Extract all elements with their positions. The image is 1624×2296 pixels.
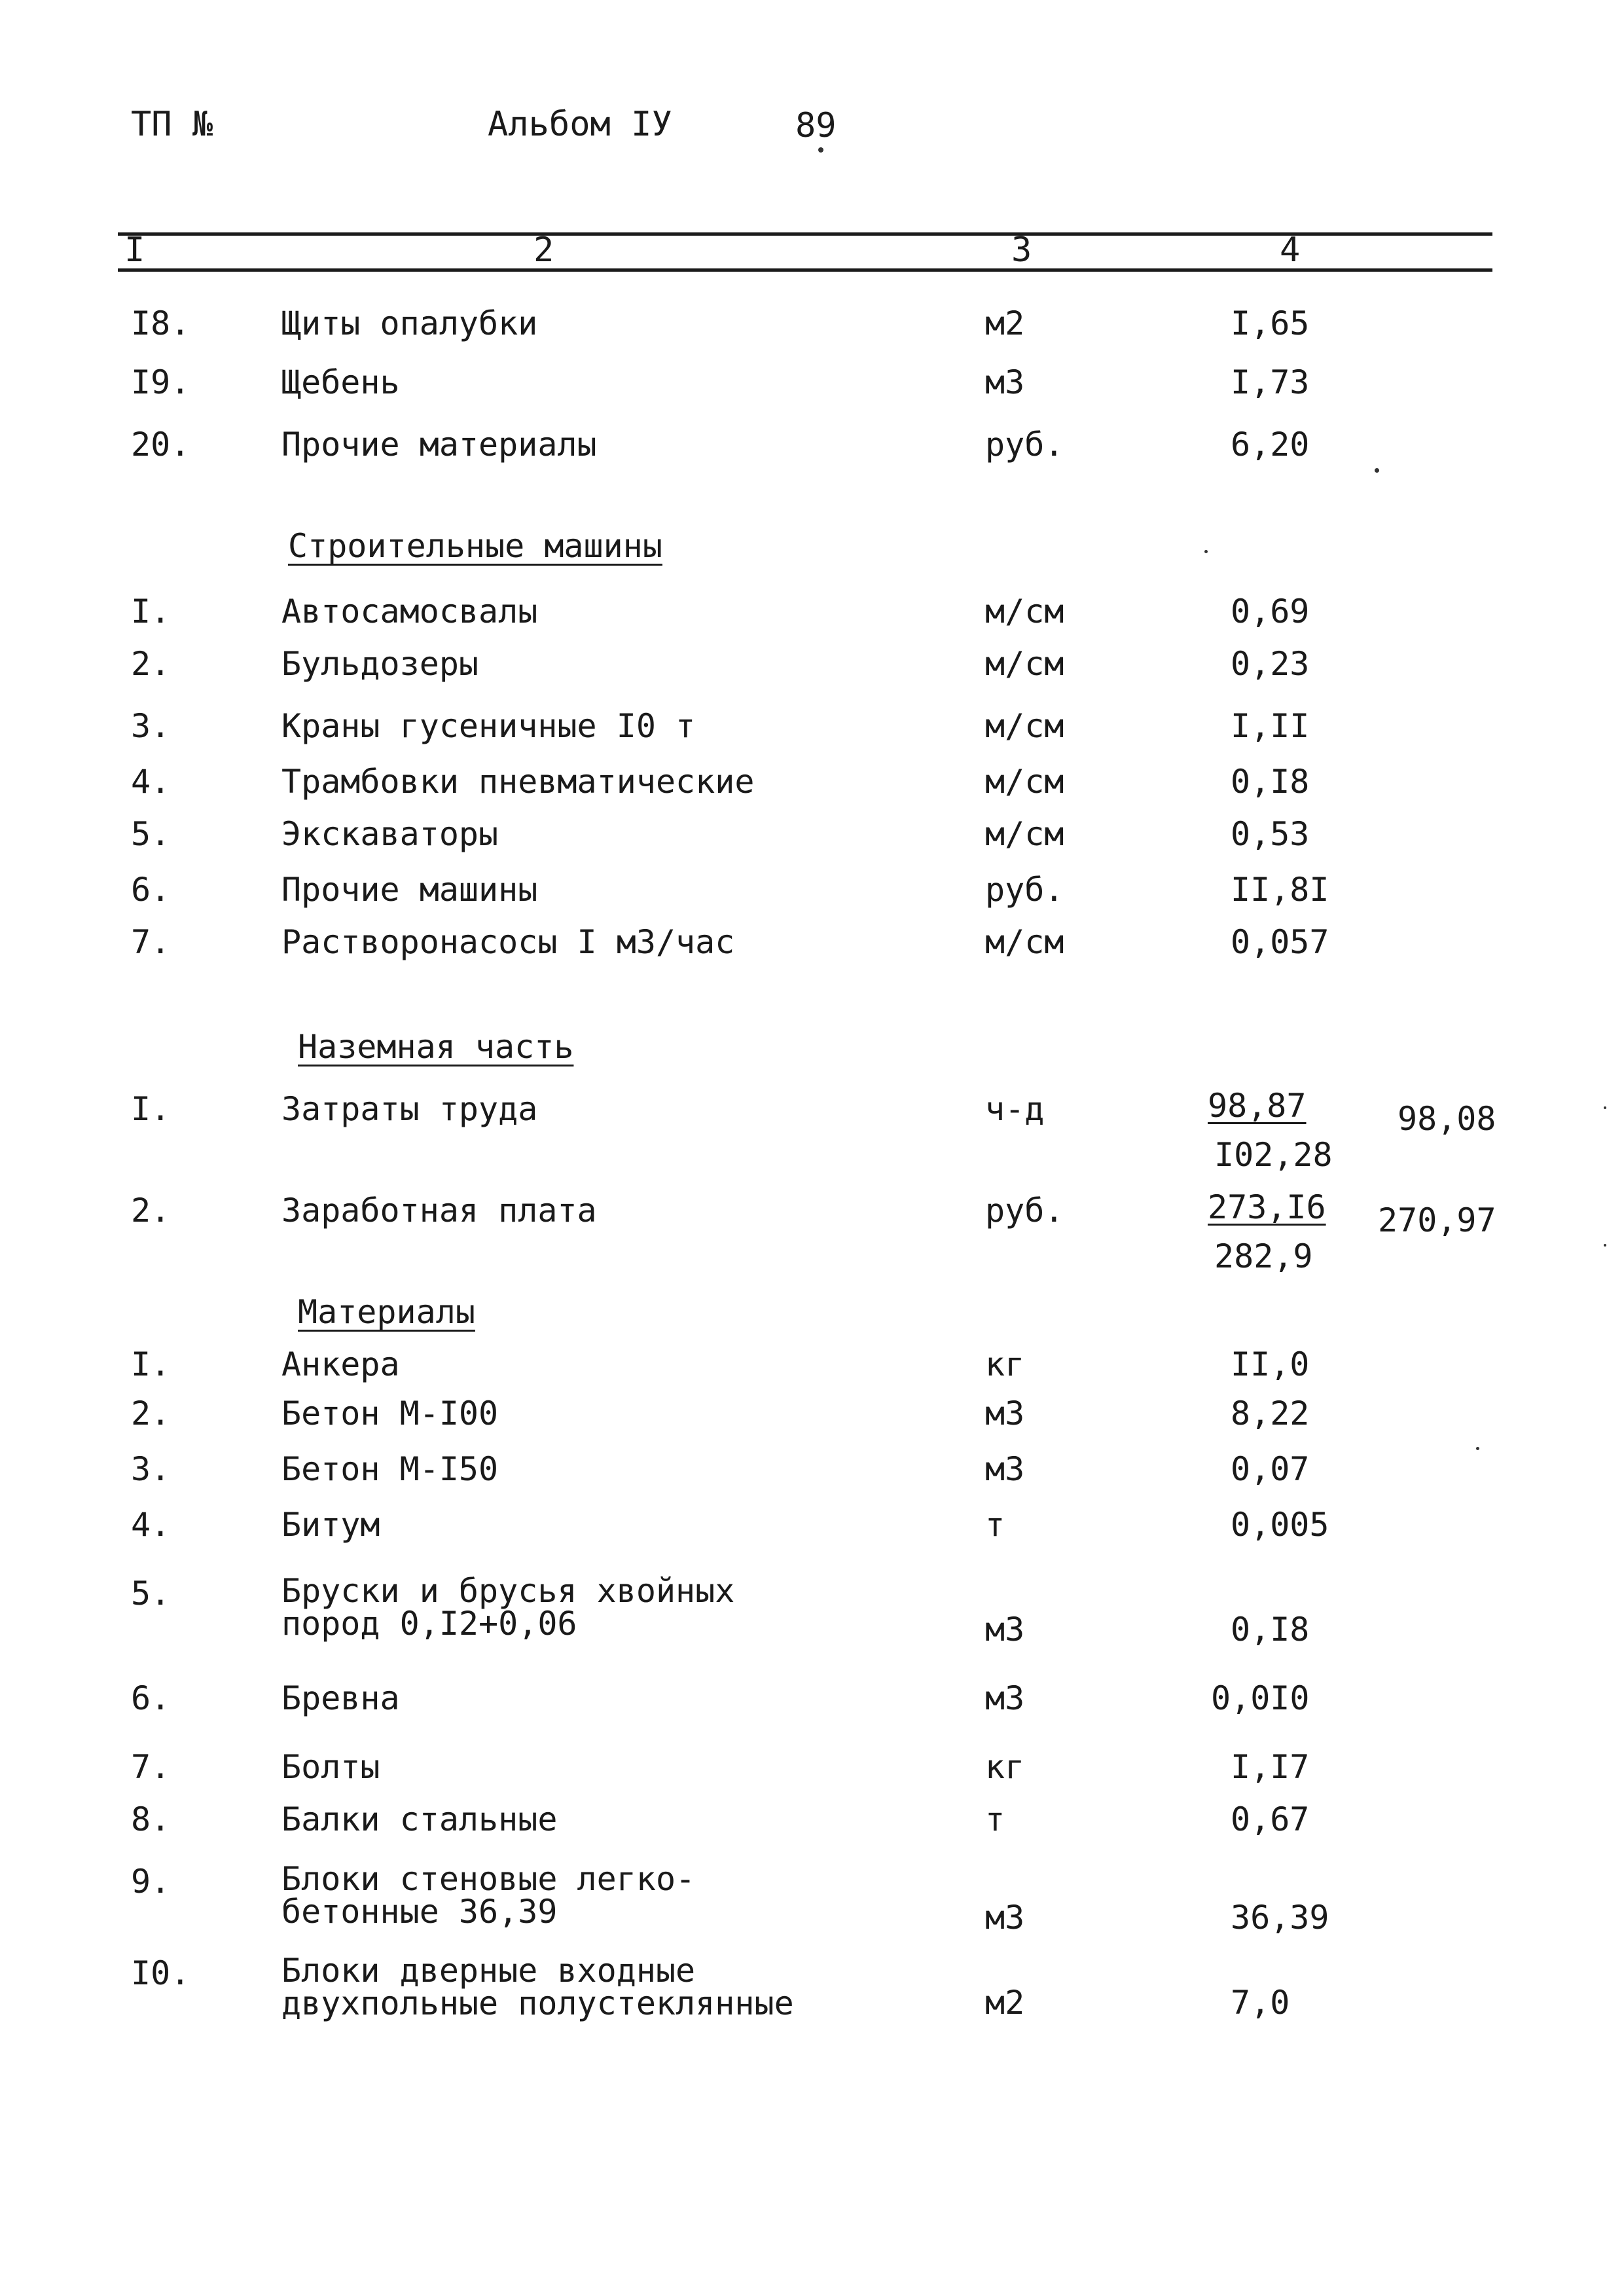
section-title-materials: Материалы	[298, 1293, 475, 1331]
row-unit: т	[985, 1800, 1005, 1838]
table-row	[0, 763, 1624, 802]
row-value: I,73	[1231, 363, 1310, 401]
row-unit: м/см	[985, 645, 1064, 683]
row-unit: руб.	[985, 426, 1064, 464]
row-name: Балки стальные	[281, 1800, 558, 1838]
row-value: 0,0I0	[1211, 1679, 1310, 1717]
row-name: Автосамосвалы	[281, 592, 538, 630]
row-unit: м/см	[985, 707, 1064, 745]
row-value: II,8I	[1231, 871, 1329, 909]
row-value: 0,23	[1231, 645, 1310, 683]
table-row	[0, 815, 1624, 854]
table-row	[0, 645, 1624, 684]
row-name-continued: двухпольные полустеклянные	[281, 1984, 794, 2022]
row-number: 7.	[131, 923, 171, 961]
row-name: Болты	[281, 1748, 380, 1786]
table-row	[0, 1572, 1624, 1653]
scan-speck	[818, 147, 823, 153]
page-number: 89	[795, 106, 837, 145]
row-unit: кг	[985, 1345, 1025, 1383]
row-value: 0,057	[1231, 923, 1329, 961]
labor-value-bottom: I02,28	[1214, 1136, 1333, 1174]
table-row	[0, 707, 1624, 746]
row-number: I.	[131, 592, 171, 630]
table-row	[0, 1394, 1624, 1434]
row-value: 0,53	[1231, 815, 1310, 853]
row-value: 0,69	[1231, 592, 1310, 630]
row-value: I,I7	[1231, 1748, 1310, 1786]
row-name-continued: бетонные 36,39	[281, 1893, 558, 1931]
row-unit: м3	[985, 363, 1025, 401]
row-value: 7,0	[1231, 1984, 1290, 2022]
row-name: Блоки стеновые легко-	[281, 1860, 696, 1898]
row-name: Затраты труда	[281, 1090, 538, 1128]
row-name: Щебень	[281, 363, 400, 401]
row-name: Щиты опалубки	[281, 304, 538, 342]
row-number: 4.	[131, 763, 171, 801]
row-value: 8,22	[1231, 1394, 1310, 1432]
row-number: 5.	[131, 1575, 171, 1613]
column-header-1: I	[124, 230, 145, 270]
row-name: Растворонасосы I м3/час	[281, 923, 735, 961]
row-unit: т	[985, 1506, 1005, 1544]
doc-code: ТП №	[131, 105, 213, 144]
row-number: 2.	[131, 645, 171, 683]
row-number: 20.	[131, 426, 190, 464]
row-name: Бревна	[281, 1679, 400, 1717]
row-number: 2.	[131, 1394, 171, 1432]
row-number: I9.	[131, 363, 190, 401]
row-unit: руб.	[985, 1192, 1064, 1230]
row-unit: м3	[985, 1679, 1025, 1717]
row-unit: м/см	[985, 763, 1064, 801]
row-value: 0,I8	[1231, 763, 1310, 801]
scan-speck	[1604, 1106, 1606, 1109]
row-name: Трамбовки пневматические	[281, 763, 755, 801]
table-row	[0, 871, 1624, 910]
row-value: 0,005	[1231, 1506, 1329, 1544]
row-unit: руб.	[985, 871, 1064, 909]
row-unit: м3	[985, 1611, 1025, 1649]
labor-value-top: 98,87	[1208, 1087, 1307, 1125]
row-name-continued: пород 0,I2+0,06	[281, 1605, 577, 1643]
row-name: Прочие машины	[281, 871, 538, 909]
scan-speck	[1604, 1244, 1606, 1247]
table-row	[0, 592, 1624, 632]
column-header-3: 3	[1011, 230, 1032, 270]
row-name: Анкера	[281, 1345, 400, 1383]
wage-side-value: 270,97	[1378, 1201, 1496, 1239]
row-value: 36,39	[1231, 1899, 1329, 1937]
row-number: 9.	[131, 1863, 171, 1901]
row-name: Битум	[281, 1506, 380, 1544]
row-name: Заработная плата	[281, 1192, 597, 1230]
labor-side-value: 98,08	[1398, 1100, 1496, 1138]
row-unit: м/см	[985, 923, 1064, 961]
row-name: Экскаваторы	[281, 815, 499, 853]
wage-value-bottom: 282,9	[1214, 1237, 1313, 1275]
row-value: 0,I8	[1231, 1611, 1310, 1649]
row-name: Бетон М-I50	[281, 1450, 499, 1488]
row-unit: м/см	[985, 592, 1064, 630]
row-value: II,0	[1231, 1345, 1310, 1383]
row-unit: м2	[985, 1984, 1025, 2022]
row-unit: м3	[985, 1899, 1025, 1937]
row-number: 3.	[131, 1450, 171, 1488]
column-header-4: 4	[1280, 230, 1301, 270]
row-value: 0,07	[1231, 1450, 1310, 1488]
table-row	[0, 1090, 1624, 1129]
album-label: Альбом IУ	[488, 105, 672, 144]
row-value: 0,67	[1231, 1800, 1310, 1838]
table-row	[0, 923, 1624, 962]
row-unit: кг	[985, 1748, 1025, 1786]
row-number: I.	[131, 1345, 171, 1383]
section-title-machines: Строительные машины	[288, 527, 662, 565]
row-unit: м3	[985, 1450, 1025, 1488]
table-row	[0, 1506, 1624, 1545]
row-value: 6,20	[1231, 426, 1310, 464]
table-row	[0, 1345, 1624, 1385]
row-number: I8.	[131, 304, 190, 342]
row-name: Бульдозеры	[281, 645, 479, 683]
row-number: 2.	[131, 1192, 171, 1230]
wage-value-top: 273,I6	[1208, 1188, 1326, 1226]
row-name: Прочие материалы	[281, 426, 597, 464]
row-number: 5.	[131, 815, 171, 853]
row-name: Блоки дверные входные	[281, 1952, 696, 1990]
row-number: 6.	[131, 1679, 171, 1717]
row-number: 8.	[131, 1800, 171, 1838]
row-number: 6.	[131, 871, 171, 909]
row-name: Краны гусеничные I0 т	[281, 707, 696, 745]
row-value: I,II	[1231, 707, 1310, 745]
row-value: I,65	[1231, 304, 1310, 342]
row-number: 3.	[131, 707, 171, 745]
row-name: Бетон М-I00	[281, 1394, 499, 1432]
table-row	[0, 1679, 1624, 1719]
section-title-ground: Наземная часть	[298, 1028, 574, 1066]
scan-speck	[1476, 1447, 1479, 1450]
column-header-2: 2	[533, 230, 554, 270]
table-row	[0, 1860, 1624, 1941]
table-row	[0, 426, 1624, 465]
table-row	[0, 1800, 1624, 1840]
row-number: 7.	[131, 1748, 171, 1786]
row-number: I.	[131, 1090, 171, 1128]
scan-speck	[1204, 550, 1208, 553]
row-number: 4.	[131, 1506, 171, 1544]
row-unit: м2	[985, 304, 1025, 342]
row-number: I0.	[131, 1954, 190, 1992]
table-row	[0, 304, 1624, 344]
row-name: Бруски и брусья хвойных	[281, 1572, 735, 1610]
row-unit: ч-д	[985, 1090, 1045, 1128]
table-row	[0, 1748, 1624, 1787]
row-unit: м/см	[985, 815, 1064, 853]
table-row	[0, 1450, 1624, 1489]
scan-speck	[1375, 468, 1379, 473]
table-row	[0, 1954, 1624, 2033]
table-row	[0, 363, 1624, 403]
row-unit: м3	[985, 1394, 1025, 1432]
